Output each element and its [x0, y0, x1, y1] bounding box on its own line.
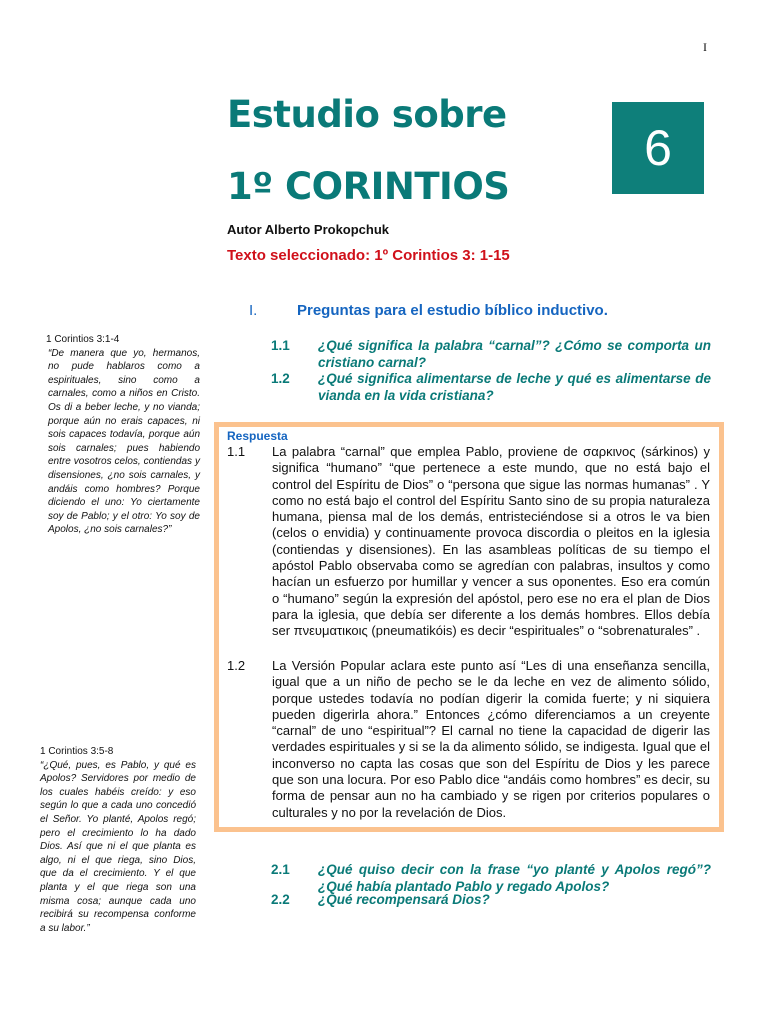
answer-label: Respuesta — [227, 429, 288, 443]
paragraph-number: 1.1 — [227, 444, 246, 459]
question-number: 2.2 — [271, 892, 290, 907]
question-1-2 — [271, 370, 711, 404]
question-text: ¿Qué quiso decir con la frase “yo planté y Apolos regó”? ¿Qué había plantado Pablo y regado Apolos? — [318, 862, 711, 894]
paragraph-number: 1.2 — [227, 658, 246, 673]
sidebar-verse-2 — [40, 745, 196, 935]
document-title-line-2: 1º CORINTIOS — [227, 165, 510, 208]
verse-text: “De manera que yo, hermanos, no pude hablaros como a espirituales, sino como a carnales, como a niños en Cristo. Os di a beber leche, y no vianda; porque aún no erais capaces, ni sois capaces todavía, porque aún sois carnales; pues habiendo entre vosotros celos, contiendas y disensiones, ¿no sois carnales, y andáis como hombres? Porque diciendo el uno: Yo ciertamente soy de Pablo; y el otro: Yo soy de Apolos, ¿no sois carnales?” — [48, 347, 200, 536]
question-number: 1.2 — [271, 371, 290, 386]
question-2-1 — [271, 861, 711, 895]
verse-reference: 1 Corintios 3:1-4 — [46, 334, 120, 345]
answer-paragraph-1-1 — [227, 444, 710, 640]
question-text: ¿Qué significa alimentarse de leche y qué es alimentarse de vianda en la vida cristiana? — [318, 371, 711, 403]
question-1-1 — [271, 337, 711, 371]
sidebar-verse-1 — [46, 333, 200, 537]
question-2-2 — [271, 891, 711, 908]
question-text: ¿Qué significa la palabra “carnal”? ¿Cómo se comporta un cristiano carnal? — [318, 338, 711, 370]
verse-reference: 1 Corintios 3:5-8 — [40, 746, 114, 757]
question-number: 1.1 — [271, 338, 290, 353]
section-number: I. — [249, 302, 258, 319]
question-text: ¿Qué recompensará Dios? — [318, 892, 490, 907]
section-title: Preguntas para el estudio bíblico inductivo. — [297, 302, 608, 319]
selected-text-line: Texto seleccionado: 1º Corintios 3: 1-15 — [227, 247, 510, 264]
document-title-line-1: Estudio sobre — [227, 93, 507, 136]
paragraph-text: La palabra “carnal” que emplea Pablo, proviene de σαρκινος (sárkinos) y significa “humano” “que pertenece a este mundo, que no está bajo el control del Espíritu de Dios” o “persona que sigue las normas humanas” . Y como no está bajo el control del Espíritu Santo sino de su propia naturaleza humana, piensa mal de los demás, entristeciéndose si a otros le va bien (celos o envidia) y continuamente provoca discordia o pleitos en la iglesia (contiendas y disensiones). En las asambleas políticas de su tiempo el apóstol Pablo observaba como se agredían con palabras, insultos y como hacían un esfuerzo por humillar y vencer a sus oponentes. Eso era común o “humano” según la expresión del apóstol, pero ese no era el plan de Dios para la iglesia, que debía ser diferente a los demás hombres. Ellos debía ser πνευματικοις (pneumatikóis) es decir “espirituales” o “sobrenaturales” . — [272, 444, 710, 639]
answer-paragraph-1-2 — [227, 658, 710, 821]
paragraph-text: La Versión Popular aclara este punto así “Les di una enseñanza sencilla, igual que a un niño de pecho se le da leche en vez de alimento sólido, porque ustedes todavía no podían digerir la comida fuerte; y ni siquiera pueden digerirla ahora.” Entonces ¿cómo diferenciamos a un creyente “carnal” de uno “espiritual”? El carnal no tiene la capacidad de digerir las verdades espirituales y si se la da alimento sólido, se indigesta. Igual que el inconverso no capta las cosas que son del Espíritu de Dios y les parece que son una locura. Por eso Pablo dice “andáis como hombres” es decir, su forma de pensar aun no ha cambiado y se rigen por criterios populares o culturales y no por la revelación de Dios. — [272, 658, 710, 820]
verse-text: “¿Qué, pues, es Pablo, y qué es Apolos? Servidores por medio de los cuales habéis creído: y eso según lo que a cada uno concedió el Señor. Yo planté, Apolos regó; pero el crecimiento lo ha dado Dios. Así que ni el que planta es algo, ni el que riega, sino Dios, que da el crecimiento. Y el que planta y el que riega son una misma cosa; aunque cada uno recibirá su recompensa conforme a su labor.” — [40, 759, 196, 934]
question-number: 2.1 — [271, 862, 290, 877]
study-number-badge: 6 — [612, 102, 704, 194]
author-line: Autor Alberto Prokopchuk — [227, 222, 390, 237]
page-number: I — [703, 40, 707, 54]
